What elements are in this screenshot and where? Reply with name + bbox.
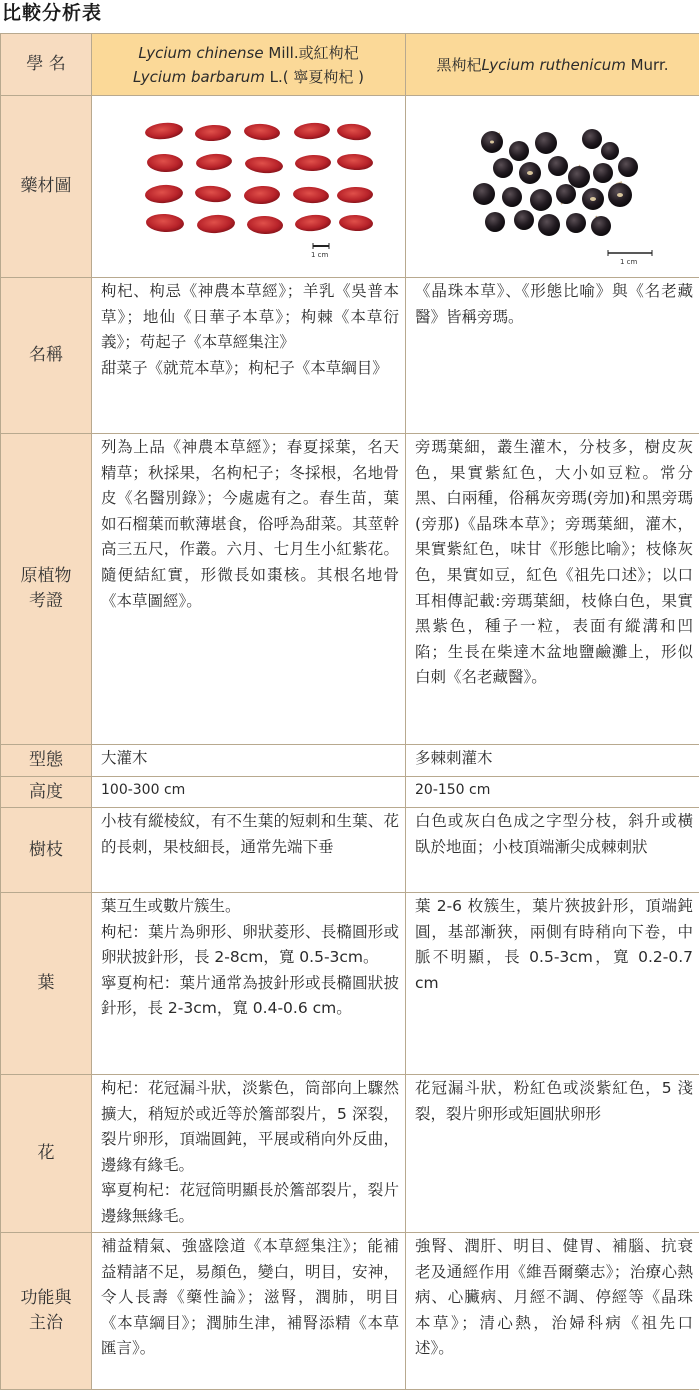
row-label-line1: 功能與: [1, 1286, 91, 1311]
branch-col2: 白色或灰白色成之字型分枝，斜升或橫臥於地面；小枝頂端漸尖成棘刺狀: [406, 808, 699, 893]
form-col2: 多棘刺灌木: [406, 745, 699, 777]
origin-col1: 列為上品《神農本草經》；春夏採葉，名天精草；秋採果，名枸杞子；冬採根，名地骨皮《名醫別錄》；今處處有之。春生苗，葉如石榴葉而軟薄堪食，俗呼為甜菜。其莖幹高三五尺，作叢。六月、七月生小紅紫花。隨便結紅實，形微長如棗核。其根名地骨《本草圖經》。: [92, 434, 406, 745]
red-goji-berries-image: [92, 96, 405, 277]
species-chinense-rest: Mill.或紅枸杞: [264, 44, 359, 62]
row-label: 型態: [29, 750, 63, 770]
function-col1: 補益精氣、強盛陰道《本草經集注》；能補益精諸不足，易顏色，變白，明目，安神，令人長壽《藥性論》；滋腎，潤肺，明目《本草綱目》；潤肺生津，補腎添精《本草匯言》。: [92, 1233, 406, 1390]
header-col1-line1: [92, 41, 405, 65]
origin-row: [1, 434, 699, 745]
species-chinense: Lycium chinense: [138, 44, 263, 62]
black-goji-image-cell: [406, 96, 699, 278]
row-label: 樹枝: [29, 840, 63, 860]
species-ruthenicum: Lycium ruthenicum: [481, 56, 625, 74]
row-label-line1: 原植物: [1, 564, 91, 589]
black-goji-berries-image: [406, 96, 699, 277]
header-row: [1, 34, 699, 96]
name-row: [1, 278, 699, 434]
form-row: [1, 745, 699, 777]
species-barbarum-rest: L.( 寧夏枸杞 ): [265, 68, 364, 86]
row-label: 名稱: [29, 345, 63, 365]
row-label: 花: [38, 1143, 55, 1163]
flower-row: [1, 1075, 699, 1233]
flower-col2: 花冠漏斗狀，粉紅色或淡紫紅色，5 淺裂，裂片卵形或矩圓狀卵形: [406, 1075, 699, 1233]
function-col2: 強腎、潤肝、明目、健胃、補腦、抗衰老及通經作用《維吾爾藥志》；治療心熱病、心臟病、月經不調、停經等《晶珠本草》；清心熱，治婦科病《祖先口述》。: [406, 1233, 699, 1390]
image-row-label: [1, 96, 92, 278]
red-goji-image-cell: [92, 96, 406, 278]
species-barbarum: Lycium barbarum: [133, 68, 265, 86]
height-col2: 20-150 cm: [406, 777, 699, 808]
row-label-line2: 主治: [1, 1311, 91, 1336]
leaf-row: [1, 893, 699, 1075]
species-ruthenicum-rest: Murr.: [626, 56, 669, 74]
form-col1: 大灌木: [92, 745, 406, 777]
function-row-label: [1, 1233, 92, 1390]
header-col1-line2: [92, 65, 405, 89]
row-label: 高度: [29, 782, 63, 802]
scientific-name-label: 學 名: [26, 54, 65, 74]
height-row-label: [1, 777, 92, 808]
branch-row-label: [1, 808, 92, 893]
flower-row-label: [1, 1075, 92, 1233]
header-col1: [92, 34, 406, 96]
row-label: 藥材圖: [21, 176, 72, 196]
row-label: 葉: [38, 973, 55, 993]
leaf-col2: 葉 2-6 枚簇生，葉片狹披針形，頂端鈍圓，基部漸狹，兩側有時稍向下卷，中脈不明顯，長 0.5-3cm，寬 0.2-0.7 cm: [406, 893, 699, 1075]
branch-row: [1, 808, 699, 893]
page-title: 比較分析表: [2, 0, 102, 26]
name-col1: 枸杞、枸忌《神農本草經》；羊乳《吳普本草》；地仙《日華子本草》；枸棘《本草衍義》；苟起子《本草經集注》 甜菜子《就荒本草》；枸杞子《本草綱目》: [92, 278, 406, 434]
branch-col1: 小枝有縱棱紋，有不生葉的短刺和生葉、花的長刺，果枝細長，通常先端下垂: [92, 808, 406, 893]
height-col1: 100-300 cm: [92, 777, 406, 808]
black-goji-prefix: 黑枸杞: [436, 56, 481, 74]
leaf-row-label: [1, 893, 92, 1075]
form-row-label: [1, 745, 92, 777]
header-label-cell: [1, 34, 92, 96]
origin-col2: 旁瑪葉細，叢生灌木，分枝多，樹皮灰色，果實紫紅色，大小如豆粒。常分黑、白兩種，俗稱灰旁瑪(旁加)和黑旁瑪(旁那)《晶珠本草》；旁瑪葉細，灌木，果實紫紅色，味甘《形態比喻》；枝條灰色，果實如豆，紅色《祖先口述》；以口耳相傳記載:旁瑪葉細，枝條白色，果實黑紫色，種子一粒，表面有縱溝和凹陷；生長在柴達木盆地鹽鹼灘上，形似白刺《名老藏醫》。: [406, 434, 699, 745]
height-row: [1, 777, 699, 808]
comparison-table: [0, 33, 699, 1390]
header-col2: [406, 34, 699, 96]
name-col2: 《晶珠本草》、《形態比喻》與《名老藏醫》皆稱旁瑪。: [406, 278, 699, 434]
image-row: [1, 96, 699, 278]
leaf-col1: 葉互生或數片簇生。 枸杞：葉片為卵形、卵狀菱形、長橢圓形或卵狀披針形，長 2-8cm，寬 0.5-3cm。 寧夏枸杞：葉片通常為披針形或長橢圓狀披針形，長 2-3cm，寬 0.4-0.6 cm。: [92, 893, 406, 1075]
scale-label: 1 cm: [311, 251, 328, 259]
origin-row-label: [1, 434, 92, 745]
row-label-line2: 考證: [1, 589, 91, 614]
flower-col1: 枸杞：花冠漏斗狀，淡紫色，筒部向上驟然擴大，稍短於或近等於簷部裂片，5 深裂，裂片卵形，頂端圓鈍，平展或稍向外反曲，邊緣有緣毛。 寧夏枸杞：花冠筒明顯長於簷部裂片，裂片邊緣無緣毛。: [92, 1075, 406, 1233]
function-row: [1, 1233, 699, 1390]
scale-label: 1 cm: [620, 258, 637, 266]
name-row-label: [1, 278, 92, 434]
